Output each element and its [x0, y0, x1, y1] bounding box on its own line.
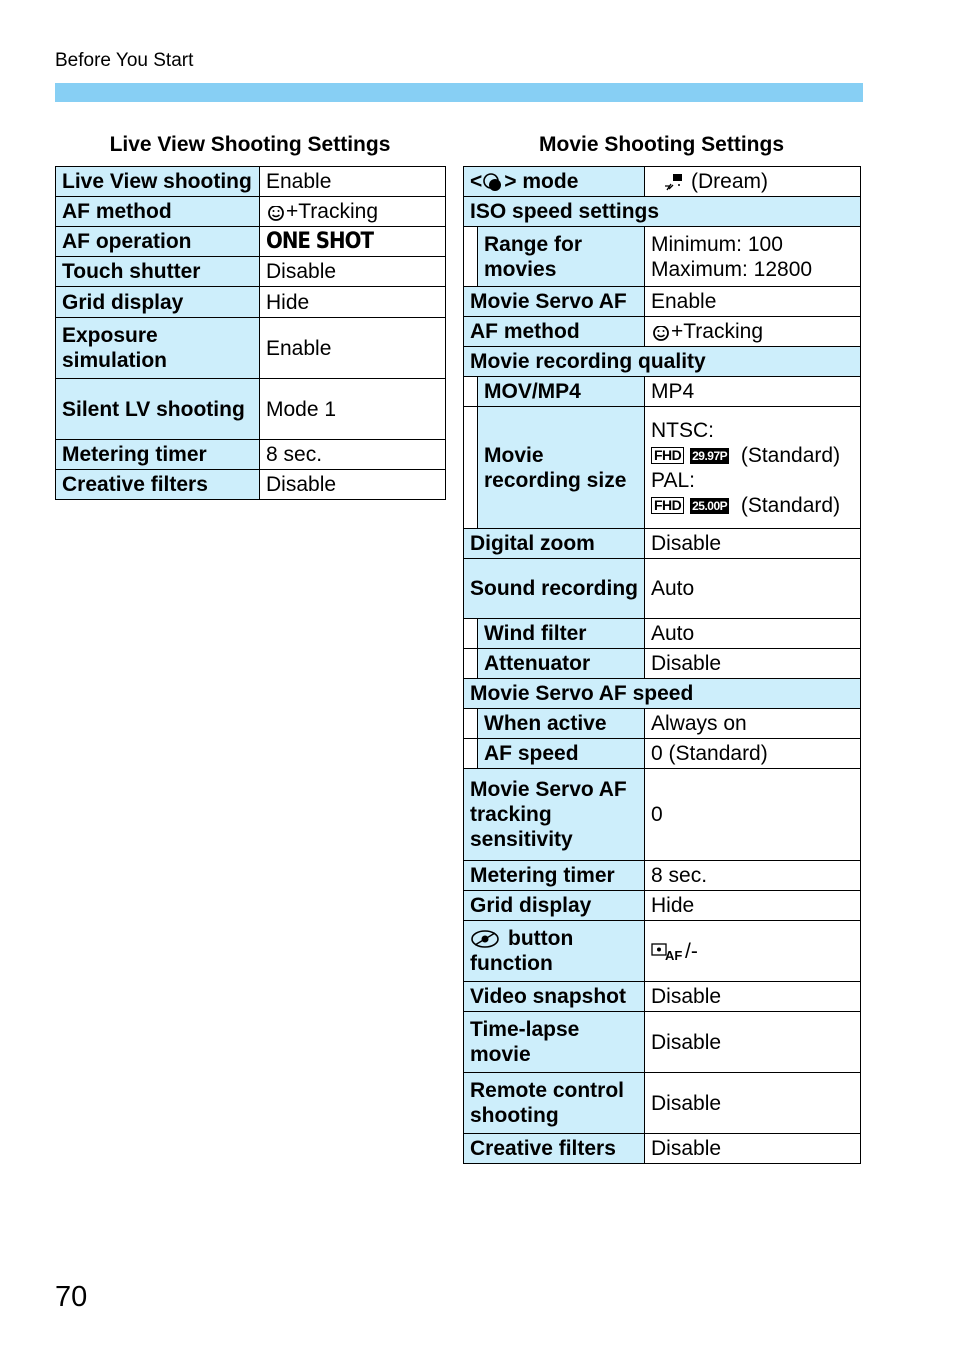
fhd-icon: FHD: [651, 447, 684, 464]
button-label: button: [508, 927, 574, 950]
row-label: Movie Servo AF: [464, 287, 645, 317]
row-label: AF method: [56, 197, 260, 227]
mode-label-prefix: <: [470, 170, 483, 193]
row-label: Digital zoom: [464, 529, 645, 559]
row-value: Always on: [645, 709, 861, 739]
header-accent-bar: [55, 83, 863, 102]
table-row: [464, 769, 861, 861]
table-row: [464, 197, 861, 227]
table-row: [464, 377, 861, 407]
row-label: Grid display: [464, 891, 645, 921]
row-value: Enable: [260, 167, 446, 197]
row-label: Sound recording: [464, 559, 645, 619]
row-label: Metering timer: [56, 440, 260, 470]
section-row: Movie Servo AF speed: [464, 679, 861, 709]
row-value: Enable: [645, 287, 861, 317]
row-value: Disable: [645, 649, 861, 679]
indent-cell: [464, 227, 478, 287]
pal-label: PAL:: [651, 468, 695, 492]
table-row: [464, 347, 861, 377]
table-row: [56, 197, 446, 227]
row-label: Silent LV shooting: [56, 379, 260, 440]
section-row: ISO speed settings: [464, 197, 861, 227]
table-row: [464, 679, 861, 709]
table-row: [464, 1134, 861, 1164]
row-label: AF operation: [56, 227, 260, 257]
table-row: [464, 1073, 861, 1134]
table-row: [464, 649, 861, 679]
table-row: [56, 379, 446, 440]
row-label: AF speed: [478, 739, 645, 769]
table-row: [56, 167, 446, 197]
row-value: [645, 167, 861, 197]
pal-size: [651, 493, 854, 518]
row-label: [464, 921, 645, 982]
range-min: Minimum: 100: [651, 232, 783, 256]
row-value: 0 (Standard): [645, 739, 861, 769]
table-row: [56, 227, 446, 257]
row-label: Creative filters: [56, 470, 260, 500]
row-label: Wind filter: [478, 619, 645, 649]
indent-cell: [464, 377, 478, 407]
indent-cell: [464, 709, 478, 739]
ntsc-size: [651, 443, 854, 468]
table-row: [464, 317, 861, 347]
row-value: Enable: [260, 318, 446, 379]
table-row: [464, 891, 861, 921]
ntsc-note: (Standard): [740, 443, 841, 467]
row-value: Disable: [645, 1073, 861, 1134]
metering-af-icon: [651, 942, 685, 962]
row-value: ONE SHOT: [260, 227, 446, 257]
pal-note: (Standard): [740, 493, 841, 517]
ntsc-label: NTSC:: [651, 418, 714, 442]
row-value: Disable: [645, 1134, 861, 1164]
row-label: Time-lapse movie: [464, 1012, 645, 1073]
row-value: [645, 921, 861, 982]
page-number: 70: [55, 1281, 88, 1313]
table-row: [464, 921, 861, 982]
live-view-settings-table: [55, 166, 446, 500]
row-value: Disable: [645, 982, 861, 1012]
row-value: Auto: [645, 559, 861, 619]
row-value: Hide: [645, 891, 861, 921]
row-label: Video snapshot: [464, 982, 645, 1012]
table-row: [56, 440, 446, 470]
table-row: [56, 470, 446, 500]
button-function-value: /-: [685, 939, 698, 963]
section-row: Movie recording quality: [464, 347, 861, 377]
table-row: [464, 619, 861, 649]
row-value: Disable: [645, 1012, 861, 1073]
table-row: [464, 167, 861, 197]
af-method-value: +Tracking: [286, 200, 379, 223]
table-row: [56, 318, 446, 379]
af-method-value: +Tracking: [671, 320, 764, 343]
row-label: Touch shutter: [56, 257, 260, 287]
row-label: Attenuator: [478, 649, 645, 679]
table-row: [464, 739, 861, 769]
row-label: [464, 167, 645, 197]
row-value: Auto: [645, 619, 861, 649]
creative-assist-icon: [482, 172, 504, 192]
row-value: Disable: [645, 529, 861, 559]
row-label: Metering timer: [464, 861, 645, 891]
row-value: Disable: [260, 257, 446, 287]
table-row: [464, 861, 861, 891]
indent-cell: [464, 739, 478, 769]
row-label: Movie Servo AF tracking sensitivity: [464, 769, 645, 861]
frame-rate-icon: 29.97P: [692, 448, 728, 463]
table-row: [464, 559, 861, 619]
indent-cell: [464, 619, 478, 649]
table-row: [464, 287, 861, 317]
row-label: When active: [478, 709, 645, 739]
row-label: Live View shooting: [56, 167, 260, 197]
row-value: MP4: [645, 377, 861, 407]
face-tracking-icon: [266, 202, 286, 222]
table-row: [464, 529, 861, 559]
row-label: Remote control shooting: [464, 1073, 645, 1134]
row-value: Disable: [260, 470, 446, 500]
row-value: [645, 227, 861, 287]
mode-label-suffix: > mode: [504, 170, 579, 193]
row-label: Grid display: [56, 287, 260, 318]
dream-icon: [663, 172, 685, 192]
fhd-icon: FHD: [651, 497, 684, 514]
row-label: Creative filters: [464, 1134, 645, 1164]
row-value: Hide: [260, 287, 446, 318]
row-label: Exposure simulation: [56, 318, 260, 379]
table-row: [56, 257, 446, 287]
range-max: Maximum: 12800: [651, 257, 813, 281]
row-value: 8 sec.: [645, 861, 861, 891]
row-label: AF method: [464, 317, 645, 347]
row-value: 8 sec.: [260, 440, 446, 470]
table-row: [464, 982, 861, 1012]
table-row: [56, 287, 446, 318]
row-label: Movie recording size: [478, 407, 645, 529]
row-value: 0: [645, 769, 861, 861]
row-value: [260, 197, 446, 227]
svg-text:AF: AF: [665, 947, 683, 962]
table-row: [464, 1012, 861, 1073]
row-label: Range for movies: [478, 227, 645, 287]
af-point-icon: [470, 929, 500, 949]
function-label: function: [470, 952, 553, 975]
mode-value: (Dream): [691, 170, 768, 193]
left-table-title: Live View Shooting Settings: [109, 133, 391, 156]
row-value: [645, 407, 861, 529]
row-label: MOV/MP4: [478, 377, 645, 407]
table-row: [464, 407, 861, 529]
indent-cell: [464, 407, 478, 529]
indent-cell: [464, 649, 478, 679]
table-row: [464, 709, 861, 739]
right-table-title: Movie Shooting Settings: [539, 133, 784, 156]
row-value: Mode 1: [260, 379, 446, 440]
movie-settings-table: [463, 166, 861, 1164]
table-row: [464, 227, 861, 287]
section-header: Before You Start: [55, 50, 194, 71]
face-tracking-icon: [651, 322, 671, 342]
row-value: [645, 317, 861, 347]
frame-rate-icon: 25.00P: [692, 498, 728, 513]
